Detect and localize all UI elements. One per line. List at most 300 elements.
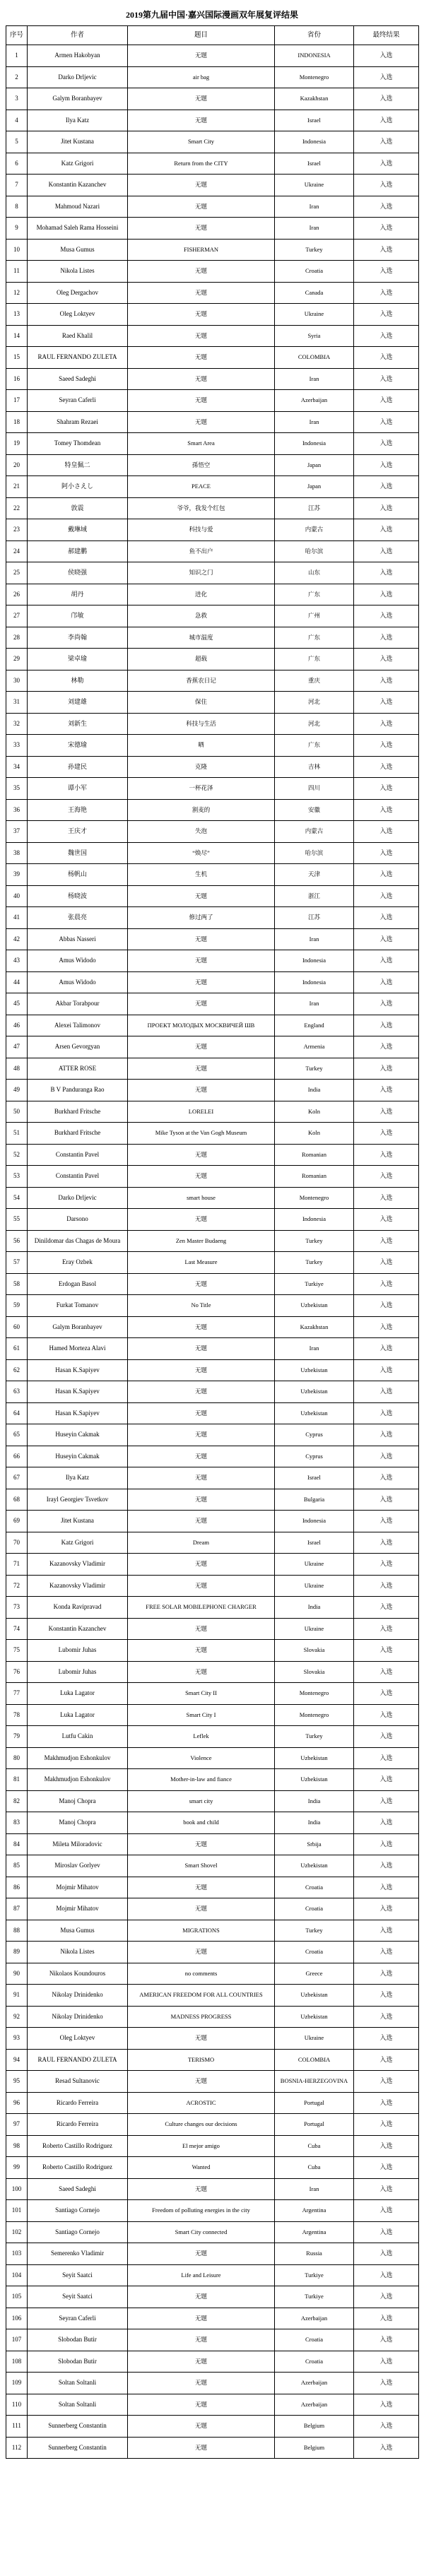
cell-author: Lubomir Juhas [28,1661,128,1683]
cell-result: 入选 [354,2351,419,2373]
cell-author: Konda Ravipravad [28,1597,128,1619]
cell-title: 科技与爱 [128,519,275,541]
cell-result: 入选 [354,1144,419,1166]
cell-title: 一杯花泽 [128,778,275,800]
cell-title: LORELEI [128,1101,275,1123]
cell-number: 21 [6,476,28,498]
cell-title: 无题 [128,1316,275,1338]
cell-number: 109 [6,2373,28,2394]
table-row [6,1790,419,1812]
table-row [6,540,419,562]
table-row [6,1575,419,1597]
cell-result: 入选 [354,605,419,627]
cell-result: 入选 [354,1230,419,1252]
cell-number: 8 [6,196,28,218]
cell-author: Furkat Tomanov [28,1295,128,1317]
cell-number: 108 [6,2351,28,2373]
cell-author: RAUL FERNANDO ZULETA [28,347,128,369]
cell-result: 入选 [354,2329,419,2351]
cell-region: India [275,1790,354,1812]
cell-region: Indonesia [275,131,354,153]
cell-result: 入选 [354,713,419,735]
cell-author: Mojmir Mihatov [28,1898,128,1920]
cell-region: Turkiye [275,2286,354,2308]
cell-author: 刘建雄 [28,692,128,714]
cell-number: 92 [6,2006,28,2028]
cell-result: 入选 [354,2373,419,2394]
cell-number: 80 [6,1747,28,1769]
table-row [6,1316,419,1338]
cell-result: 入选 [354,325,419,347]
cell-result: 入选 [354,1790,419,1812]
cell-region: Cyprus [275,1446,354,1467]
cell-number: 11 [6,261,28,283]
cell-title: El mejor amigo [128,2135,275,2157]
cell-region: 吉林 [275,756,354,778]
cell-region: Cuba [275,2157,354,2179]
cell-number: 43 [6,950,28,972]
cell-title: 无题 [128,1554,275,1576]
cell-result: 入选 [354,842,419,864]
cell-number: 26 [6,584,28,605]
cell-number: 98 [6,2135,28,2157]
cell-result: 入选 [354,1036,419,1058]
table-row [6,2049,419,2071]
cell-result: 入选 [354,2049,419,2071]
cell-title: 无题 [128,1036,275,1058]
cell-author: Galym Boranbayev [28,1316,128,1338]
cell-title: 无题 [128,325,275,347]
cell-author: Nikola Listes [28,1942,128,1963]
cell-number: 30 [6,670,28,692]
cell-author: 王庆才 [28,821,128,843]
cell-title: Smart City I [128,1704,275,1726]
cell-region: 安徽 [275,799,354,821]
cell-result: 入选 [354,1101,419,1123]
cell-title: 无题 [128,196,275,218]
cell-number: 2 [6,66,28,88]
table-row [6,1640,419,1662]
cell-number: 6 [6,153,28,175]
cell-region: Turkiye [275,1273,354,1295]
cell-author: Konstantin Kazanchev [28,175,128,196]
cell-title: 无题 [128,1446,275,1467]
table-row [6,1704,419,1726]
column-header-result: 最终结果 [354,26,419,45]
cell-number: 90 [6,1963,28,1985]
cell-region: Croatia [275,2329,354,2351]
cell-number: 94 [6,2049,28,2071]
cell-author: Sunnerberg Constantin [28,2416,128,2438]
cell-result: 入选 [354,1597,419,1619]
cell-title: air bag [128,66,275,88]
cell-region: Ukraine [275,175,354,196]
cell-result: 入选 [354,175,419,196]
cell-author: Oleg Loktyev [28,304,128,326]
cell-region: Indonesia [275,950,354,972]
cell-number: 24 [6,540,28,562]
cell-number: 29 [6,649,28,670]
cell-result: 入选 [354,1402,419,1424]
cell-title: 科技与生活 [128,713,275,735]
cell-author: 戴琳域 [28,519,128,541]
cell-title: 爷爷，我发个红包 [128,497,275,519]
cell-author: Hasan K.Sapiyev [28,1359,128,1381]
cell-region: Koln [275,1101,354,1123]
cell-author: Kazanovsky Vladimir [28,1575,128,1597]
cell-result: 入选 [354,2135,419,2157]
cell-title: 保住 [128,692,275,714]
cell-author: Eray Ozbek [28,1252,128,1274]
cell-author: Nikola Listes [28,261,128,283]
cell-number: 53 [6,1166,28,1188]
cell-result: 入选 [354,778,419,800]
cell-author: Abbas Nasseri [28,928,128,950]
cell-result: 入选 [354,1942,419,1963]
cell-number: 61 [6,1338,28,1360]
cell-region: 广州 [275,605,354,627]
cell-region: Turkey [275,1920,354,1942]
cell-title: 无题 [128,1338,275,1360]
table-row [6,1467,419,1489]
table-row [6,1101,419,1123]
table-row [6,821,419,843]
cell-title: Mike Tyson at the Van Gogh Museum [128,1123,275,1145]
table-row [6,66,419,88]
cell-author: Seyit Saatci [28,2286,128,2308]
cell-number: 112 [6,2437,28,2459]
cell-author: 杨帆山 [28,864,128,886]
table-row [6,799,419,821]
cell-author: Resad Sultanovic [28,2071,128,2093]
cell-result: 入选 [354,66,419,88]
cell-author: Darko Drljevic [28,1187,128,1209]
cell-author: 敦震 [28,497,128,519]
table-row [6,1963,419,1985]
cell-number: 14 [6,325,28,347]
cell-author: 邝敏 [28,605,128,627]
cell-title: 急救 [128,605,275,627]
table-row [6,1618,419,1640]
table-row [6,605,419,627]
table-row [6,971,419,993]
cell-author: Miroslav Gorlyev [28,1855,128,1877]
cell-region: Montenegro [275,1683,354,1705]
cell-title: 无题 [128,218,275,240]
cell-result: 入选 [354,2157,419,2179]
cell-number: 65 [6,1424,28,1446]
cell-author: Huseyin Cakmak [28,1424,128,1446]
column-header-title: 题目 [128,26,275,45]
cell-title: 超载 [128,649,275,670]
cell-number: 51 [6,1123,28,1145]
table-row [6,2243,419,2265]
cell-author: Erdogan Basol [28,1273,128,1295]
cell-author: Roberto Castillo Rodriguez [28,2135,128,2157]
cell-result: 入选 [354,497,419,519]
cell-title: MADNESS PROGRESS [128,2006,275,2028]
cell-result: 入选 [354,88,419,110]
cell-number: 56 [6,1230,28,1252]
cell-title: 无题 [128,1640,275,1662]
cell-number: 104 [6,2264,28,2286]
cell-author: Akbar Torabpour [28,993,128,1015]
cell-number: 79 [6,1726,28,1748]
cell-region: Kazakhstan [275,88,354,110]
cell-number: 12 [6,282,28,304]
cell-author: Jitet Kustana [28,131,128,153]
table-row [6,218,419,240]
cell-author: Luka Lagator [28,1704,128,1726]
cell-result: 入选 [354,454,419,476]
cell-title: 无题 [128,2243,275,2265]
table-row [6,2157,419,2179]
table-row [6,2135,419,2157]
column-header-region: 省份 [275,26,354,45]
table-row [6,928,419,950]
cell-number: 1 [6,45,28,67]
cell-number: 19 [6,433,28,455]
cell-region: Uzbekistan [275,2006,354,2028]
cell-result: 入选 [354,1446,419,1467]
cell-number: 7 [6,175,28,196]
cell-number: 16 [6,368,28,390]
cell-region: Israel [275,110,354,131]
cell-title: 无题 [128,1618,275,1640]
cell-author: Santiago Cornejo [28,2221,128,2243]
cell-result: 入选 [354,670,419,692]
cell-result: 入选 [354,1704,419,1726]
cell-author: 林勒 [28,670,128,692]
cell-result: 入选 [354,1855,419,1877]
cell-author: Darko Drljevic [28,66,128,88]
cell-number: 4 [6,110,28,131]
cell-result: 入选 [354,2200,419,2222]
cell-title: 无题 [128,2437,275,2459]
cell-title: Life and Leisure [128,2264,275,2286]
cell-region: Argentina [275,2221,354,2243]
cell-number: 23 [6,519,28,541]
cell-title: 无题 [128,175,275,196]
cell-title: 无题 [128,1489,275,1511]
cell-title: 失泡 [128,821,275,843]
cell-number: 106 [6,2308,28,2329]
cell-region: Iran [275,1338,354,1360]
cell-author: 刘新生 [28,713,128,735]
cell-result: 入选 [354,1877,419,1898]
table-row [6,153,419,175]
cell-number: 22 [6,497,28,519]
cell-title: 无题 [128,261,275,283]
cell-author: 特皇佩二 [28,454,128,476]
table-row [6,692,419,714]
cell-number: 100 [6,2178,28,2200]
cell-title: Zen Master Budaeng [128,1230,275,1252]
cell-result: 入选 [354,1920,419,1942]
cell-title: 无题 [128,2394,275,2416]
cell-result: 入选 [354,2221,419,2243]
cell-region: Slovakia [275,1640,354,1662]
table-row [6,2437,419,2459]
cell-region: Turkey [275,1058,354,1080]
table-row [6,433,419,455]
cell-number: 78 [6,1704,28,1726]
table-row [6,1747,419,1769]
cell-region: Greece [275,1963,354,1985]
cell-author: Oleg Loktyev [28,2028,128,2050]
cell-number: 103 [6,2243,28,2265]
table-row [6,1381,419,1403]
cell-result: 入选 [354,1123,419,1145]
cell-number: 76 [6,1661,28,1683]
cell-title: FISHERMAN [128,239,275,261]
table-row [6,1985,419,2007]
cell-region: Azerbaijan [275,2373,354,2394]
cell-result: 入选 [354,2416,419,2438]
cell-region: 浙江 [275,885,354,907]
cell-region: Kazakhstan [275,1316,354,1338]
cell-title: TERISMO [128,2049,275,2071]
cell-title: PEACE [128,476,275,498]
cell-region: Srbija [275,1833,354,1855]
cell-title: No Title [128,1295,275,1317]
cell-region: Indonesia [275,1511,354,1532]
cell-result: 入选 [354,45,419,67]
cell-region: Uzbekistan [275,1402,354,1424]
cell-number: 38 [6,842,28,864]
cell-region: Israel [275,1532,354,1554]
cell-region: Japan [275,476,354,498]
cell-region: Croatia [275,1877,354,1898]
cell-number: 82 [6,1790,28,1812]
cell-author: Ricardo Ferreira [28,2092,128,2114]
cell-region: Belgium [275,2416,354,2438]
table-row [6,261,419,283]
cell-number: 93 [6,2028,28,2050]
table-row [6,1920,419,1942]
cell-author: Konstantin Kazanchev [28,1618,128,1640]
cell-result: 入选 [354,411,419,433]
cell-author: Irayl Georgiev Tsvetkov [28,1489,128,1511]
cell-title: 克隆 [128,756,275,778]
cell-author: 杨晓波 [28,885,128,907]
cell-number: 59 [6,1295,28,1317]
cell-result: 入选 [354,540,419,562]
cell-number: 81 [6,1769,28,1791]
cell-author: Galym Boranbayev [28,88,128,110]
cell-title: 鱼不出户 [128,540,275,562]
table-row [6,1058,419,1080]
table-row [6,1187,419,1209]
cell-author: 侯晓强 [28,562,128,584]
cell-number: 54 [6,1187,28,1209]
table-body [6,45,419,2459]
cell-region: INDONESIA [275,45,354,67]
cell-result: 入选 [354,584,419,605]
cell-number: 20 [6,454,28,476]
cell-region: 江苏 [275,907,354,929]
cell-region: BOSNIA-HERZEGOVINA [275,2071,354,2093]
cell-title: Wanted [128,2157,275,2179]
cell-result: 入选 [354,1726,419,1748]
table-row [6,735,419,757]
cell-author: Amus Widodo [28,971,128,993]
table-row [6,1402,419,1424]
cell-result: 入选 [354,735,419,757]
table-row [6,2028,419,2050]
cell-region: Koln [275,1123,354,1145]
cell-result: 入选 [354,218,419,240]
cell-region: Uzbekistan [275,1295,354,1317]
table-row [6,627,419,649]
cell-number: 57 [6,1252,28,1274]
cell-title: 无题 [128,1402,275,1424]
cell-number: 58 [6,1273,28,1295]
cell-title: 无题 [128,1209,275,1231]
cell-author: Manoj Chopra [28,1812,128,1834]
cell-author: Nikolay Drinidenko [28,2006,128,2028]
table-row [6,1511,419,1532]
cell-result: 入选 [354,282,419,304]
cell-region: Argentina [275,2200,354,2222]
cell-title: 无题 [128,1273,275,1295]
table-row [6,1144,419,1166]
cell-region: 广东 [275,735,354,757]
cell-region: Turkey [275,1230,354,1252]
cell-result: 入选 [354,2028,419,2050]
cell-result: 入选 [354,2264,419,2286]
cell-region: Bulgaria [275,1489,354,1511]
cell-result: 入选 [354,1187,419,1209]
cell-number: 64 [6,1402,28,1424]
cell-title: Violence [128,1747,275,1769]
cell-region: Syria [275,325,354,347]
cell-title: 无题 [128,2351,275,2373]
cell-region: Ukraine [275,304,354,326]
cell-result: 入选 [354,347,419,369]
cell-result: 入选 [354,1424,419,1446]
cell-author: Semerenko Vladimir [28,2243,128,2265]
cell-author: Mileta Miloradovic [28,1833,128,1855]
cell-author: Amus Widodo [28,950,128,972]
cell-result: 入选 [354,2437,419,2459]
cell-result: 入选 [354,2286,419,2308]
cell-result: 入选 [354,1359,419,1381]
cell-number: 48 [6,1058,28,1080]
cell-author: Mojmir Mihatov [28,1877,128,1898]
cell-result: 入选 [354,2114,419,2136]
cell-author: Makhmudjon Eshonkulov [28,1769,128,1791]
table-row [6,2264,419,2286]
table-row [6,2329,419,2351]
cell-result: 入选 [354,153,419,175]
cell-author: RAUL FERNANDO ZULETA [28,2049,128,2071]
cell-title: Smart City connected [128,2221,275,2243]
table-row [6,2351,419,2373]
table-row [6,562,419,584]
table-row [6,842,419,864]
table-header-row [6,26,419,45]
cell-author: Darsono [28,1209,128,1231]
table-row [6,304,419,326]
cell-result: 入选 [354,821,419,843]
cell-author: Armen Hakobyan [28,45,128,67]
table-row [6,1209,419,1231]
cell-title: 无题 [128,2286,275,2308]
table-row [6,2178,419,2200]
cell-number: 52 [6,1144,28,1166]
cell-author: Oleg Dergachov [28,282,128,304]
